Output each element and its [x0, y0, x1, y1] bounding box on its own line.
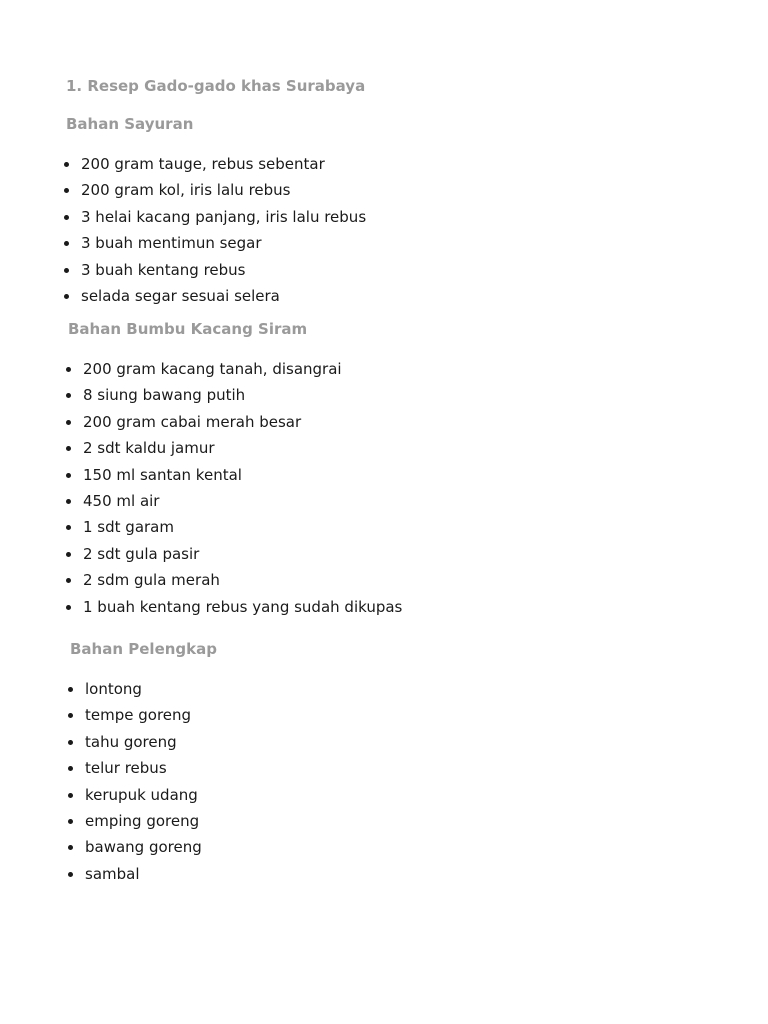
bullet-icon — [68, 793, 73, 798]
bullet-icon — [64, 294, 69, 299]
list-item — [68, 861, 202, 887]
ingredient-list-sayuran — [64, 151, 366, 309]
list-item-text: 2 sdt kaldu jamur — [83, 439, 215, 458]
list-item-text: telur rebus — [85, 759, 167, 778]
list-item-text: 2 sdt gula pasir — [83, 544, 200, 563]
section-heading-bumbu: Bahan Bumbu Kacang Siram — [68, 320, 308, 338]
bullet-icon — [64, 188, 69, 193]
list-item — [64, 177, 366, 203]
bullet-icon — [66, 605, 71, 610]
list-item — [68, 834, 202, 860]
list-item — [68, 755, 202, 781]
list-item — [66, 514, 402, 540]
section-heading-pelengkap: Bahan Pelengkap — [70, 640, 217, 658]
list-item — [68, 702, 202, 728]
bullet-icon — [64, 215, 69, 220]
section-heading-sayuran: Bahan Sayuran — [66, 115, 194, 133]
bullet-icon — [68, 740, 73, 745]
list-item — [66, 488, 402, 514]
list-item — [68, 729, 202, 755]
bullet-icon — [68, 845, 73, 850]
list-item-text: bawang goreng — [85, 838, 202, 857]
list-item — [68, 782, 202, 808]
list-item-text: 200 gram tauge, rebus sebentar — [81, 155, 325, 173]
list-item-text: 3 helai kacang panjang, iris lalu rebus — [81, 207, 367, 226]
list-item-text: 1 sdt garam — [83, 518, 174, 537]
bullet-icon — [66, 499, 71, 504]
list-item — [64, 283, 366, 309]
list-item-text: tahu goreng — [85, 732, 177, 751]
list-item — [64, 204, 366, 230]
bullet-icon — [68, 819, 73, 824]
list-item-text: emping goreng — [85, 811, 200, 830]
list-item-text: 450 ml air — [83, 491, 160, 510]
bullet-icon — [64, 241, 69, 246]
list-item — [64, 230, 366, 256]
bullet-icon — [66, 473, 71, 478]
bullet-icon — [64, 268, 69, 273]
ingredient-list-pelengkap — [68, 676, 202, 887]
list-item — [66, 594, 402, 620]
recipe-title: 1. Resep Gado-gado khas Surabaya — [66, 77, 366, 95]
bullet-icon — [66, 393, 71, 398]
list-item-text: 3 buah mentimun segar — [81, 234, 262, 253]
bullet-icon — [68, 713, 73, 718]
list-item — [68, 808, 202, 834]
bullet-icon — [66, 446, 71, 451]
list-item-text: 8 siung bawang putih — [83, 386, 246, 405]
list-item — [64, 151, 366, 177]
bullet-icon — [66, 420, 71, 425]
list-item-text: tempe goreng — [85, 706, 192, 725]
list-item-text: 1 buah kentang rebus yang sudah dikupas — [83, 597, 403, 616]
list-item — [66, 462, 402, 488]
list-item — [64, 257, 366, 283]
list-item-text: 3 buah kentang rebus — [81, 260, 246, 279]
bullet-icon — [66, 525, 71, 530]
list-item — [66, 435, 402, 461]
list-item-text: 200 gram cabai merah besar — [83, 412, 302, 431]
ingredient-list-bumbu — [66, 356, 402, 620]
list-item-text: 200 gram kacang tanah, disangrai — [83, 360, 342, 378]
bullet-icon — [66, 367, 71, 372]
list-item — [66, 382, 402, 408]
list-item-text: 150 ml santan kental — [83, 465, 242, 484]
list-item — [66, 541, 402, 567]
bullet-icon — [64, 162, 69, 167]
bullet-icon — [66, 578, 71, 583]
bullet-icon — [68, 766, 73, 771]
list-item — [66, 567, 402, 593]
list-item-text: 2 sdm gula merah — [83, 571, 220, 590]
list-item-text: selada segar sesuai selera — [81, 286, 280, 305]
list-item — [66, 409, 402, 435]
list-item-text: kerupuk udang — [85, 785, 198, 804]
list-item-text: lontong — [85, 680, 142, 698]
bullet-icon — [68, 687, 73, 692]
list-item-text: 200 gram kol, iris lalu rebus — [81, 181, 291, 200]
list-item — [66, 356, 402, 382]
bullet-icon — [66, 552, 71, 557]
bullet-icon — [68, 872, 73, 877]
list-item-text: sambal — [85, 864, 140, 883]
list-item — [68, 676, 202, 702]
